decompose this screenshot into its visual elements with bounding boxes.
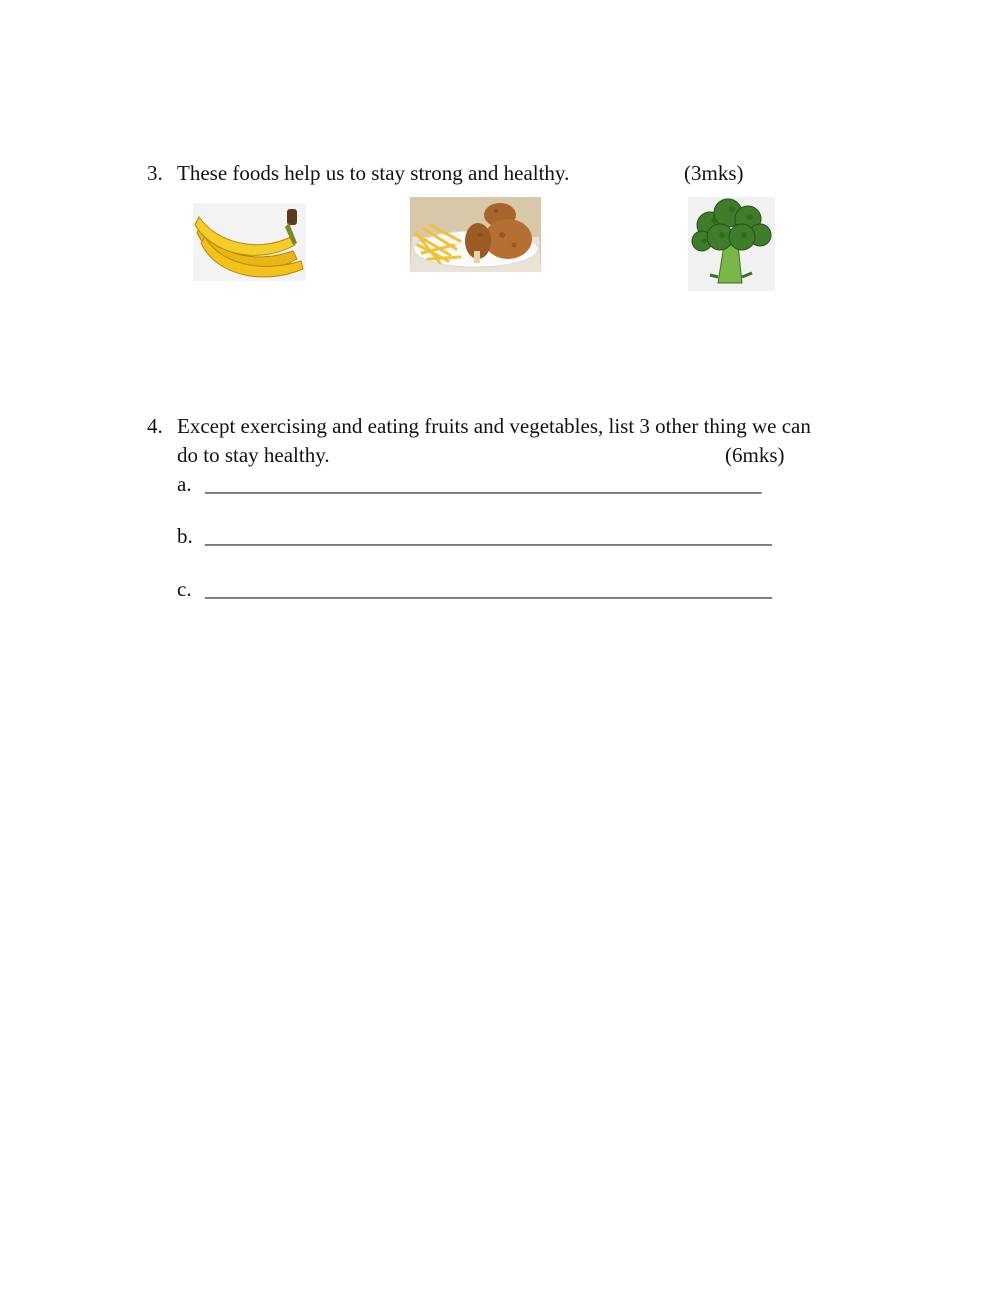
broccoli-icon (688, 197, 775, 291)
answer-a-blank[interactable]: _____________________________________________________ (205, 472, 762, 496)
answer-a-label: a. (177, 472, 192, 496)
answer-b-blank[interactable]: ______________________________________________________ (205, 524, 772, 548)
question-4-text-line1: Except exercising and eating fruits and vegetables, list 3 other thing we can (177, 414, 811, 438)
question-4-marks: (6mks) (725, 443, 785, 467)
fried-chicken-and-fries-icon (410, 197, 541, 272)
answer-c-label: c. (177, 577, 192, 601)
answer-b-label: b. (177, 524, 193, 548)
question-3-text: These foods help us to stay strong and healthy. (177, 161, 570, 185)
question-3-number: 3. (147, 161, 163, 185)
banana-icon (193, 203, 306, 281)
question-3-marks: (3mks) (684, 161, 744, 185)
question-4-text-line2: do to stay healthy. (177, 443, 330, 467)
question-4-number: 4. (147, 414, 163, 438)
answer-c-blank[interactable]: ______________________________________________________ (205, 577, 772, 601)
